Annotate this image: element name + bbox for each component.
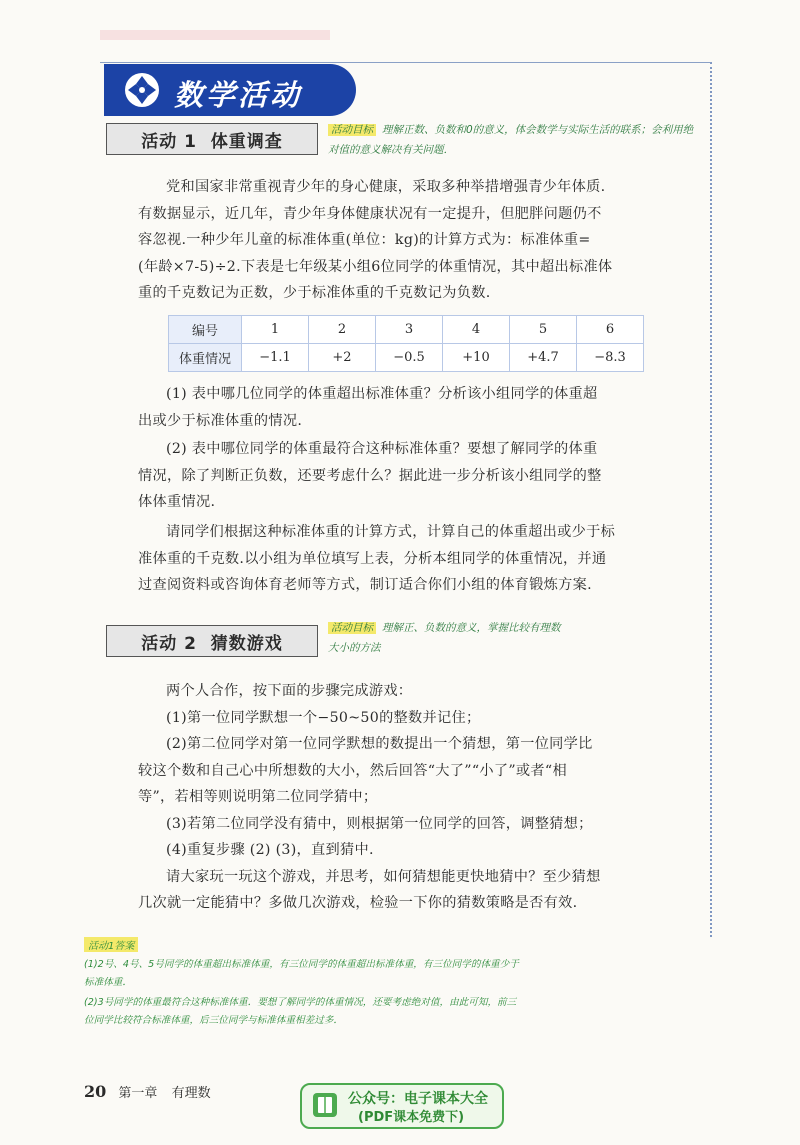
page-footer: [84, 1082, 211, 1101]
chapter-title: 有理数: [171, 1086, 211, 1101]
activity2-goal-tag: 活动目标: [328, 622, 376, 634]
activity2-goal-line: 理解正、负数的意义，掌握比较有理数: [382, 622, 561, 634]
game-line: 两个人合作，按下面的步骤完成游戏：: [166, 683, 413, 699]
activity1-goal-tag: 活动目标: [328, 124, 376, 136]
activity1-intro: [138, 174, 670, 307]
activity2-body: [138, 678, 670, 917]
activity1-label: 活动 1: [141, 131, 197, 152]
answer-line: 标准体重．: [84, 977, 132, 988]
chapter-label: 第一章: [118, 1086, 158, 1101]
flower-icon: [124, 72, 160, 108]
activity1-task: [138, 519, 670, 599]
page-number: 20: [84, 1082, 107, 1101]
game-line: (4)重复步骤 (2) (3)，直到猜中.: [166, 842, 374, 858]
table-cell: −1.1: [242, 344, 309, 372]
table-cell: −8.3: [577, 344, 644, 372]
weight-table: [168, 315, 644, 372]
question-line: (1) 表中哪几位同学的体重超出标准体重？分析该小组同学的体重超: [166, 386, 598, 402]
table-cell: 5: [510, 316, 577, 344]
game-line: (2)第二位同学对第一位同学默想的数提出一个猜想，第一位同学比: [166, 736, 593, 752]
game-line: (1)第一位同学默想一个−50~50的整数并记住；: [166, 709, 481, 726]
watermark-line2: (PDF课本免费下): [358, 1110, 465, 1125]
question-line: 体体重情况.: [138, 494, 216, 510]
table-cell: 1: [242, 316, 309, 344]
activity1-goal-text: 理解正数、负数和0的意义，体会数学与实际生活的联系；会利用绝对值的意义解决有关问题．: [328, 124, 694, 156]
answer-1: [84, 956, 724, 992]
intro-line: 容忽视.一种少年儿童的标准体重(单位：kg)的计算方式为：标准体重=: [138, 232, 591, 248]
activity2-goal-line: 大小的方法: [328, 642, 381, 654]
activity1-name: 体重调查: [210, 131, 283, 152]
activity1-question2: [138, 436, 670, 516]
book-icon: [310, 1090, 340, 1120]
table-cell: +2: [309, 344, 376, 372]
top-decor-stripe: [100, 30, 330, 40]
game-line: 几次就一定能猜中？多做几次游戏，检验一下你的猜数策略是否有效.: [138, 895, 578, 911]
watermark-badge: [300, 1083, 504, 1129]
answer-line: 位同学比较符合标准体重，后三位同学与标准体重相差过多．: [84, 1015, 344, 1026]
table-cell: 6: [577, 316, 644, 344]
intro-line: 有数据显示，近几年，青少年身体健康状况有一定提升，但肥胖问题仍不: [138, 205, 602, 222]
question-line: 出或少于标准体重的情况.: [138, 412, 303, 429]
answer-line: (1)2号、4号、5号同学的体重超出标准体重，有三位同学的体重超出标准体重，有三位同学的体重少于: [84, 959, 519, 970]
intro-line: (年龄×7-5)÷2.下表是七年级某小组6位同学的体重情况，其中超出标准体: [138, 258, 613, 275]
banner-title: 数学活动: [174, 78, 303, 112]
intro-line: 党和国家非常重视青少年的身心健康，采取多种举措增强青少年体质.: [166, 179, 606, 195]
activity2-goal: [328, 618, 658, 658]
answer-line: (2)3号同学的体重最符合这种标准体重．要想了解同学的体重情况，还要考虑绝对值，由此可知，前三: [84, 997, 517, 1008]
task-line: 过查阅资料或咨询体育老师等方式，制订适合你们小组的体育锻炼方案.: [138, 577, 592, 593]
task-line: 准体重的千克数.以小组为单位填写上表，分析本组同学的体重情况，并通: [138, 550, 607, 567]
activity1-question1: [138, 381, 670, 434]
game-line: (3)若第二位同学没有猜中，则根据第一位同学的回答，调整猜想；: [166, 815, 593, 832]
answer-tag: 活动1答案: [84, 937, 138, 952]
table-cell: 4: [443, 316, 510, 344]
table-header-weight: 体重情况: [169, 344, 242, 372]
table-cell: +4.7: [510, 344, 577, 372]
table-cell: +10: [443, 344, 510, 372]
activity1-goal: [328, 120, 698, 160]
intro-line: 重的千克数记为正数，少于标准体重的千克数记为负数.: [138, 285, 491, 301]
activity2-heading: [106, 625, 318, 657]
section-banner: [104, 64, 356, 116]
table-cell: 2: [309, 316, 376, 344]
game-line: 较这个数和自己心中所想数的大小，然后回答“大了”“小了”或者“相: [138, 762, 567, 779]
game-line: 请大家玩一玩这个游戏，并思考，如何猜想能更快地猜中？至少猜想: [166, 868, 601, 885]
activity2-name: 猜数游戏: [210, 633, 283, 654]
activity2-label: 活动 2: [141, 633, 197, 654]
question-line: (2) 表中哪位同学的体重最符合这种标准体重？要想了解同学的体重: [166, 441, 598, 457]
table-cell: 3: [376, 316, 443, 344]
watermark-line1: 公众号：电子课本大全: [348, 1091, 488, 1107]
table-cell: −0.5: [376, 344, 443, 372]
activity1-heading: [106, 123, 318, 155]
table-row: [169, 344, 644, 372]
task-line: 请同学们根据这种标准体重的计算方式，计算自己的体重超出或少于标: [166, 524, 616, 540]
question-line: 情况，除了判断正负数，还要考虑什么？据此进一步分析该小组同学的整: [138, 467, 602, 484]
answer-2: [84, 994, 724, 1030]
table-header-number: 编号: [169, 316, 242, 344]
table-row: [169, 316, 644, 344]
game-line: 等”，若相等则说明第二位同学猜中；: [138, 789, 378, 805]
